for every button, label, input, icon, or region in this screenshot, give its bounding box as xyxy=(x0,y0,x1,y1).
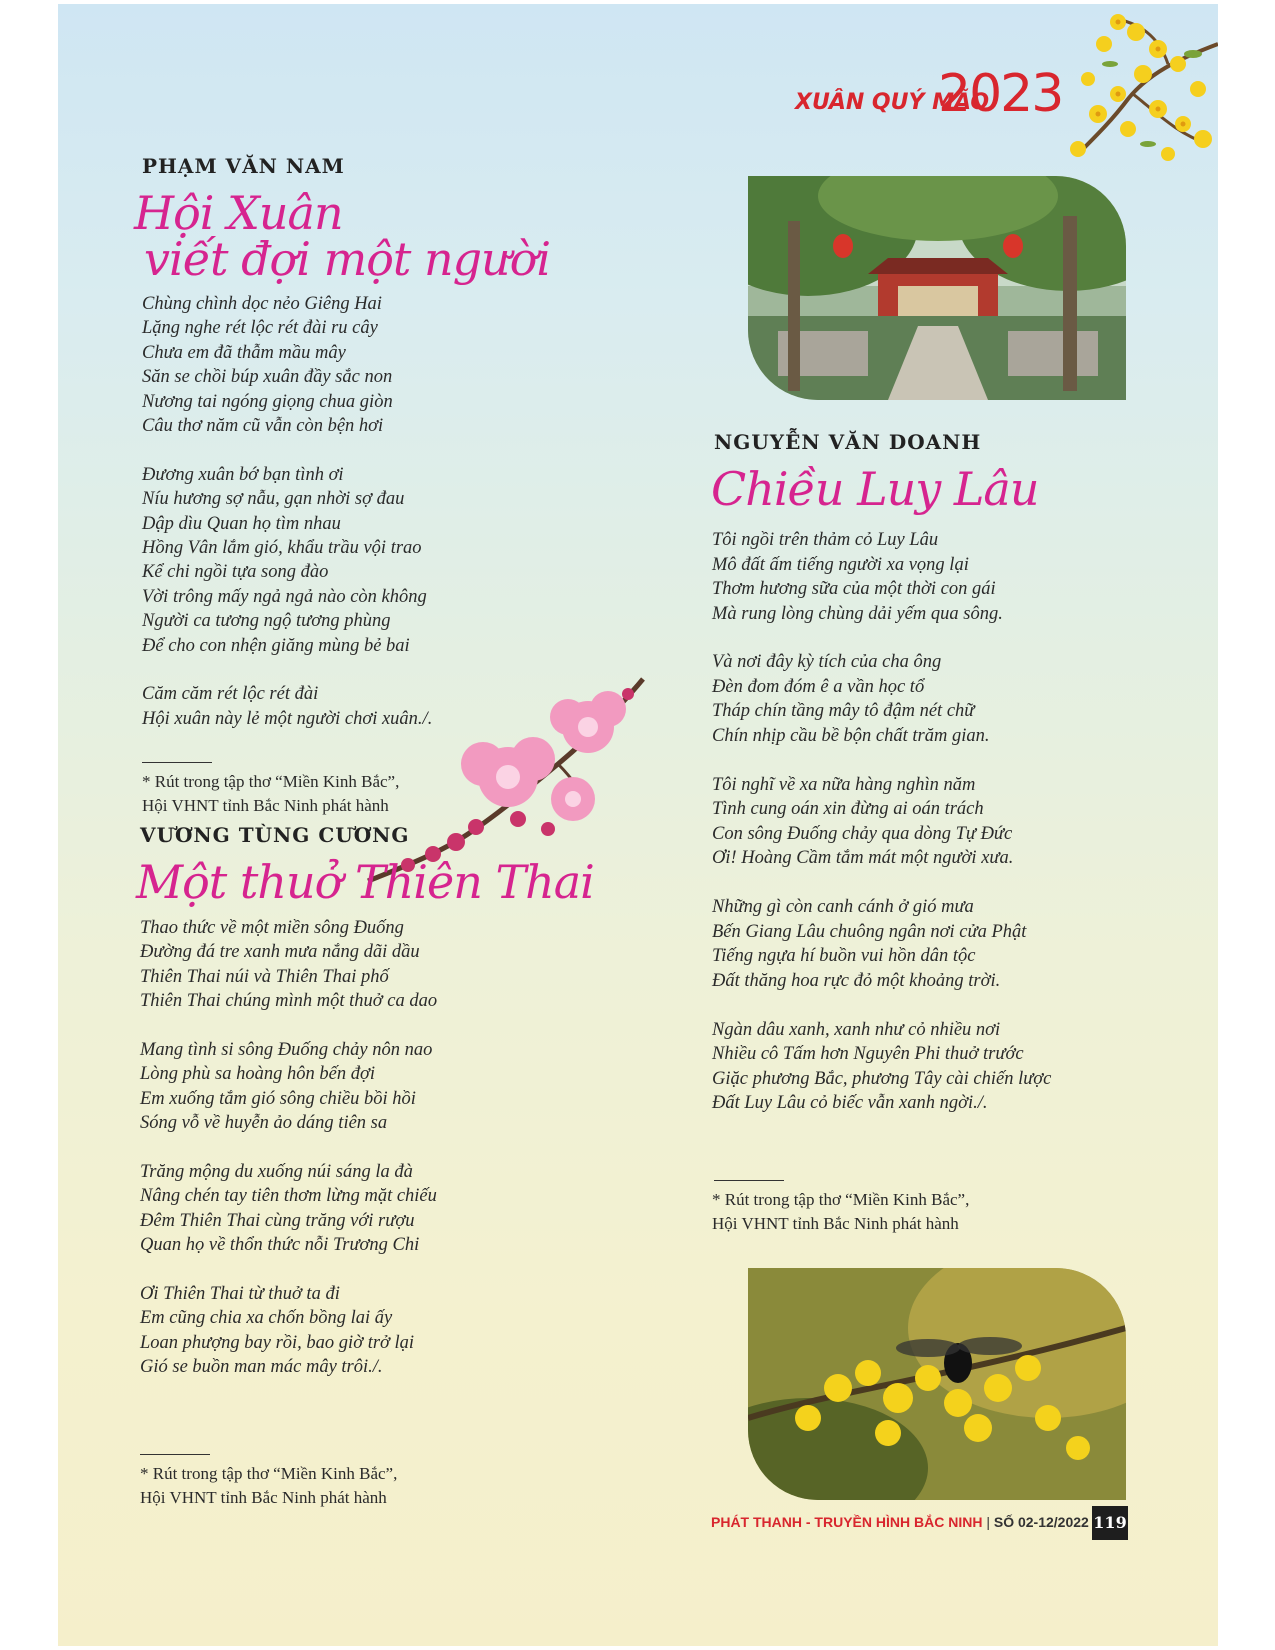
poem-line: Đất thăng hoa rực đỏ một khoảng trời. xyxy=(712,970,1001,991)
poem-line: Nhiều cô Tấm hơn Nguyên Phi thuở trước xyxy=(712,1044,1024,1065)
stanza-gap xyxy=(142,438,432,462)
note-line: * Rút trong tập thơ “Miền Kinh Bắc”, xyxy=(142,772,400,791)
poem-line: Để cho con nhện giăng mùng bẻ bai xyxy=(142,635,410,656)
poem-line: Trăng mộng du xuống núi sáng la đà xyxy=(140,1162,413,1183)
poem-line: Tình cung oán xin đừng ai oán trách xyxy=(712,799,984,820)
bee-blossom-illustration xyxy=(748,1268,1126,1500)
poem-line: Gió se buồn man mác mây trôi./. xyxy=(140,1357,383,1378)
poem-line: Tháp chín tầng mây tô đậm nét chữ xyxy=(712,701,975,722)
poem-2-body xyxy=(140,916,437,1380)
poem-line: Em xuống tắm gió sông chiều bồi hồi xyxy=(140,1088,416,1109)
poem-line: Người ca tương ngộ tương phùng xyxy=(142,611,391,632)
poem-1-title-line-1: Hội Xuân xyxy=(134,186,343,240)
poem-line: Thao thức về một miền sông Đuống xyxy=(140,918,404,938)
poem-line: Và nơi đây kỳ tích của cha ông xyxy=(712,652,942,673)
poem-3-note xyxy=(712,1188,969,1236)
bee-blossom-photo xyxy=(748,1268,1126,1500)
poem-line: Bến Giang Lâu chuông ngân nơi cửa Phật xyxy=(712,921,1027,942)
poem-line: Ơi! Hoàng Cầm tắm mát một người xưa. xyxy=(712,848,1014,869)
poem-line: Quan họ về thổn thức nỗi Trương Chi xyxy=(140,1235,420,1256)
poem-line: Đất Luy Lâu cỏ biếc vẫn xanh ngời./. xyxy=(712,1093,988,1114)
poem-line: Mà rung lòng chùng dải yếm qua sông. xyxy=(712,603,1003,624)
stanza-gap xyxy=(140,1258,437,1282)
poem-2-title-line-1: Một thuở Thiên Thai xyxy=(136,855,594,909)
poem-2-title xyxy=(136,855,594,909)
poem-2-author: VƯƠNG TÙNG CƯƠNG xyxy=(140,823,410,847)
poem-line: Nương tai ngóng giọng chua giòn xyxy=(142,391,393,412)
poem-line: Căm căm rét lộc rét đài xyxy=(142,684,319,705)
poem-3-title-line-1: Chiều Luy Lâu xyxy=(711,462,1039,516)
poem-1-body xyxy=(142,292,432,731)
poem-line: Chùng chình dọc nẻo Giêng Hai xyxy=(142,294,382,314)
poem-2-note-rule xyxy=(140,1454,210,1455)
poem-3-note-rule xyxy=(714,1180,784,1181)
poem-line: Loan phượng bay rồi, bao giờ trở lại xyxy=(140,1332,415,1353)
poem-3-body xyxy=(712,528,1051,1116)
poem-line: Chín nhịp cầu bề bộn chất trăm gian. xyxy=(712,725,990,746)
poem-line: Con sông Đuống chảy qua dòng Tự Đức xyxy=(712,823,1013,844)
temple-garden-photo xyxy=(748,176,1126,400)
poem-line: Những gì còn canh cánh ở gió mưa xyxy=(712,897,974,918)
poem-line: Đèn đom đóm ê a vần học tổ xyxy=(712,676,925,697)
stanza-gap xyxy=(712,748,1051,772)
poem-line: Kể chi ngồi tựa song đào xyxy=(142,562,329,583)
poem-line: Giặc phương Bắc, phương Tây cài chiến lược xyxy=(712,1068,1052,1089)
poem-line: Tôi ngồi trên thảm cỏ Luy Lâu xyxy=(712,530,939,550)
poem-line: Câu thơ năm cũ vẫn còn bện hơi xyxy=(142,416,384,437)
poem-1-author: PHẠM VĂN NAM xyxy=(142,154,345,178)
footer-separator: | xyxy=(986,1514,990,1530)
poem-line: Dập dìu Quan họ tìm nhau xyxy=(142,513,341,534)
poem-line: Săn se chồi búp xuân đầy sắc non xyxy=(142,367,393,388)
header-year: 2023 xyxy=(938,64,1063,124)
poem-line: Vời trông mấy ngả ngả nào còn không xyxy=(142,586,427,607)
poem-line: Hội xuân này lẻ một người chơi xuân./. xyxy=(142,708,433,729)
poem-line: Mang tình si sông Đuống chảy nôn nao xyxy=(140,1040,433,1061)
poem-line: Thơm hương sữa của một thời con gái xyxy=(712,579,996,599)
poem-2-note xyxy=(140,1462,397,1510)
poem-line: Hồng Vân lắm gió, khẩu trầu vội trao xyxy=(142,538,422,559)
poem-line: Lặng nghe rét lộc rét đài ru cây xyxy=(142,318,378,339)
poem-1-title-line-2: viết đợi một người xyxy=(144,232,551,286)
poem-line: Thiên Thai chúng mình một thuở ca dao xyxy=(140,991,438,1012)
poem-line: Ơi Thiên Thai từ thuở ta đi xyxy=(140,1284,340,1305)
poem-line: Đương xuân bớ bạn tình ơi xyxy=(142,464,344,485)
poem-line: Mô đất ấm tiếng người xa vọng lại xyxy=(712,554,969,575)
poem-3-author: NGUYỄN VĂN DOANH xyxy=(714,430,982,454)
header-label: XUÂN QUÝ MÃO xyxy=(795,90,990,115)
footer-publication xyxy=(711,1514,1089,1530)
poem-line: Lòng phù sa hoàng hôn bến đợi xyxy=(140,1064,375,1085)
stanza-gap xyxy=(140,1136,437,1160)
note-line: Hội VHNT tỉnh Bắc Ninh phát hành xyxy=(140,1488,387,1507)
stanza-gap xyxy=(712,871,1051,895)
poem-line: Đêm Thiên Thai cùng trăng với rượu xyxy=(140,1210,415,1231)
stanza-gap xyxy=(712,626,1051,650)
poem-line: Tôi nghĩ về xa nữa hàng nghìn năm xyxy=(712,774,976,795)
poem-line: Níu hương sợ nẫu, gạn nhời sợ đau xyxy=(142,489,405,510)
page-number: 119 xyxy=(1092,1506,1128,1540)
footer-issue: SỐ 02-12/2022 xyxy=(993,1514,1089,1530)
poem-line: Nâng chén tay tiên thơm lừng mặt chiếu xyxy=(140,1186,437,1207)
poem-line: Đường đá tre xanh mưa nắng dãi dầu xyxy=(140,942,420,963)
stanza-gap xyxy=(140,1014,437,1038)
temple-garden-illustration xyxy=(748,176,1126,400)
poem-1-note-rule xyxy=(142,762,212,763)
note-line: Hội VHNT tỉnh Bắc Ninh phát hành xyxy=(712,1214,959,1233)
magazine-page xyxy=(58,4,1218,1646)
poem-line: Ngàn dâu xanh, xanh như cỏ nhiều nơi xyxy=(712,1019,1001,1040)
poem-line: Chưa em đã thẫm mầu mây xyxy=(142,342,346,363)
note-line: * Rút trong tập thơ “Miền Kinh Bắc”, xyxy=(712,1190,970,1209)
poem-line: Thiên Thai núi và Thiên Thai phố xyxy=(140,966,389,987)
poem-line: Tiếng ngựa hí buồn vui hồn dân tộc xyxy=(712,946,976,967)
footer-publication-name: PHÁT THANH - TRUYỀN HÌNH BẮC NINH xyxy=(711,1514,983,1530)
poem-1-title xyxy=(134,186,551,286)
poem-line: Em cũng chia xa chốn bồng lai ấy xyxy=(140,1308,393,1329)
note-line: * Rút trong tập thơ “Miền Kinh Bắc”, xyxy=(140,1464,398,1483)
note-line: Hội VHNT tỉnh Bắc Ninh phát hành xyxy=(142,796,389,815)
poem-3-title xyxy=(711,462,1039,516)
poem-line: Sóng vỗ về huyễn ảo dáng tiên sa xyxy=(140,1113,388,1134)
stanza-gap xyxy=(712,993,1051,1017)
